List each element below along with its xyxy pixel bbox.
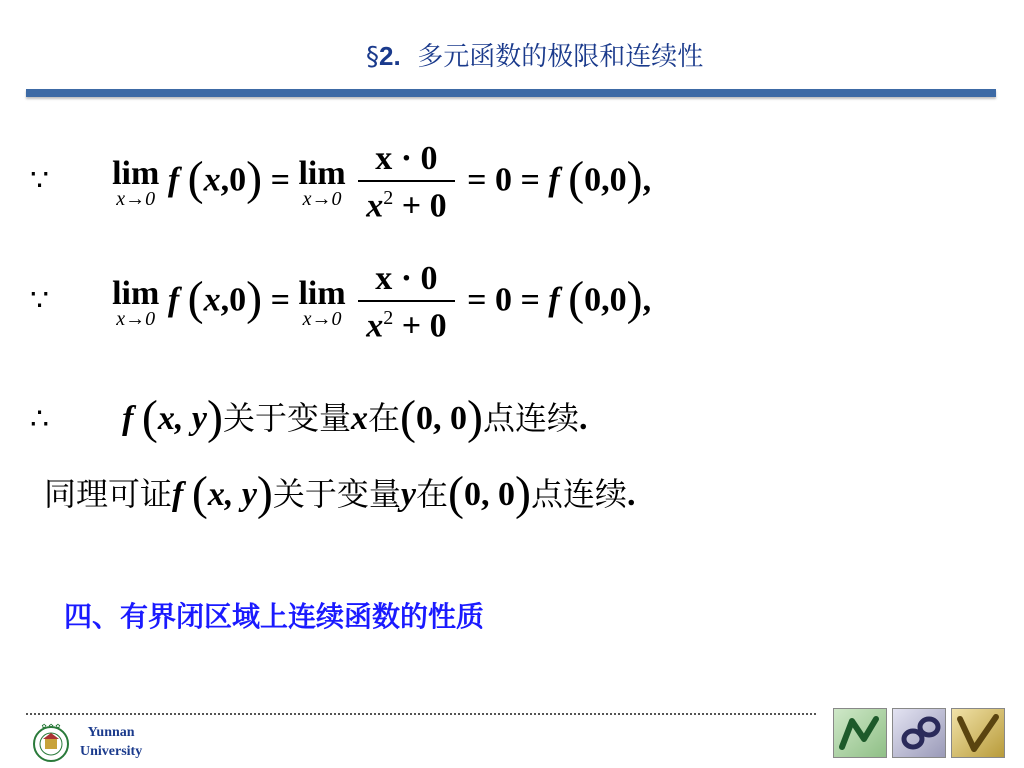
paren-close: )	[515, 467, 531, 520]
yunnan-university-seal-icon	[28, 722, 74, 764]
paren-open: (	[568, 272, 585, 326]
fraction: $\frac{x \cdot 0}{x^2 + 0}$	[358, 142, 454, 223]
function-f: f	[167, 161, 180, 199]
limit-operator: lim x→0	[298, 154, 346, 210]
continuous-text: 点连续	[482, 399, 579, 437]
var-x: x	[203, 281, 221, 319]
at-text: 在	[416, 475, 449, 513]
title-rule	[26, 89, 996, 97]
purple-o-shape-icon[interactable]	[892, 708, 946, 758]
university-name-line2: University	[80, 743, 143, 759]
limit-operator: lim x→0	[112, 154, 160, 210]
paren-open: (	[191, 467, 208, 520]
about-variable-text: 关于变量	[272, 475, 401, 513]
function-f: f	[548, 281, 560, 319]
equals: =	[270, 161, 290, 199]
point-00: 0,0	[584, 281, 627, 319]
because-symbol: ∵	[30, 283, 50, 319]
fraction: $\frac{x \cdot 0}{x^2 + 0}$	[358, 262, 454, 343]
paren-close: )	[246, 272, 263, 326]
equation-line-1	[30, 142, 651, 223]
function-f: f	[548, 161, 560, 199]
comma: ,	[642, 281, 652, 319]
period: .	[627, 476, 636, 513]
paren-close: )	[626, 152, 643, 206]
equals: =	[270, 281, 290, 319]
zero: 0	[229, 281, 247, 319]
zero: 0	[229, 161, 247, 199]
paren-open: (	[400, 391, 416, 444]
section-mark: §	[366, 42, 379, 72]
similarly-line	[44, 466, 636, 520]
var-x: x	[203, 161, 221, 199]
svg-text:✿ ✿ ✿: ✿ ✿ ✿	[41, 723, 61, 730]
section-heading: 四、有界闭区域上连续函数的性质	[64, 600, 485, 633]
point-00: 0,0	[584, 161, 627, 199]
section-number: 2.	[379, 41, 401, 71]
conclusion-line	[30, 390, 588, 444]
function-f: f	[167, 281, 180, 319]
equation-line-2	[30, 262, 651, 343]
function-f: f	[172, 476, 184, 513]
function-f: f	[122, 400, 134, 437]
university-name	[80, 724, 142, 762]
paren-open: (	[448, 467, 465, 520]
comma: ,	[220, 281, 230, 319]
about-variable-text: 关于变量	[222, 399, 351, 437]
paren-close: )	[626, 272, 643, 326]
point-00: 0, 0	[464, 476, 516, 513]
equals-zero: = 0 =	[467, 161, 540, 199]
comma: ,	[220, 161, 230, 199]
similarly-text: 同理可证	[44, 475, 173, 513]
continuous-text: 点连续	[531, 475, 628, 513]
vars-xy: x, y	[207, 476, 257, 513]
var-x: x	[351, 400, 368, 437]
paren-close: )	[246, 152, 263, 206]
green-n-shape-icon[interactable]	[833, 708, 887, 758]
paren-open: (	[568, 152, 585, 206]
at-text: 在	[368, 399, 401, 437]
paren-close: )	[467, 391, 483, 444]
limit-operator: lim x→0	[298, 274, 346, 330]
comma: ,	[642, 161, 652, 199]
vars-xy: x, y	[157, 400, 207, 437]
period: .	[579, 400, 588, 437]
paren-close: )	[207, 391, 223, 444]
title-text: 多元函数的极限和连续性	[417, 42, 704, 72]
paren-open: (	[187, 272, 204, 326]
limit-operator: lim x→0	[112, 274, 160, 330]
slide-title	[366, 36, 703, 73]
var-y: y	[400, 476, 417, 513]
point-00: 0, 0	[416, 400, 467, 437]
university-name-line1: Yunnan	[87, 725, 135, 740]
paren-open: (	[187, 152, 204, 206]
equals-zero: = 0 =	[467, 281, 540, 319]
footer-rule	[26, 713, 816, 715]
because-symbol: ∵	[30, 163, 50, 199]
gold-v-shape-icon[interactable]	[951, 708, 1005, 758]
therefore-symbol: ∴	[30, 402, 50, 437]
paren-close: )	[256, 467, 273, 520]
paren-open: (	[141, 391, 158, 444]
